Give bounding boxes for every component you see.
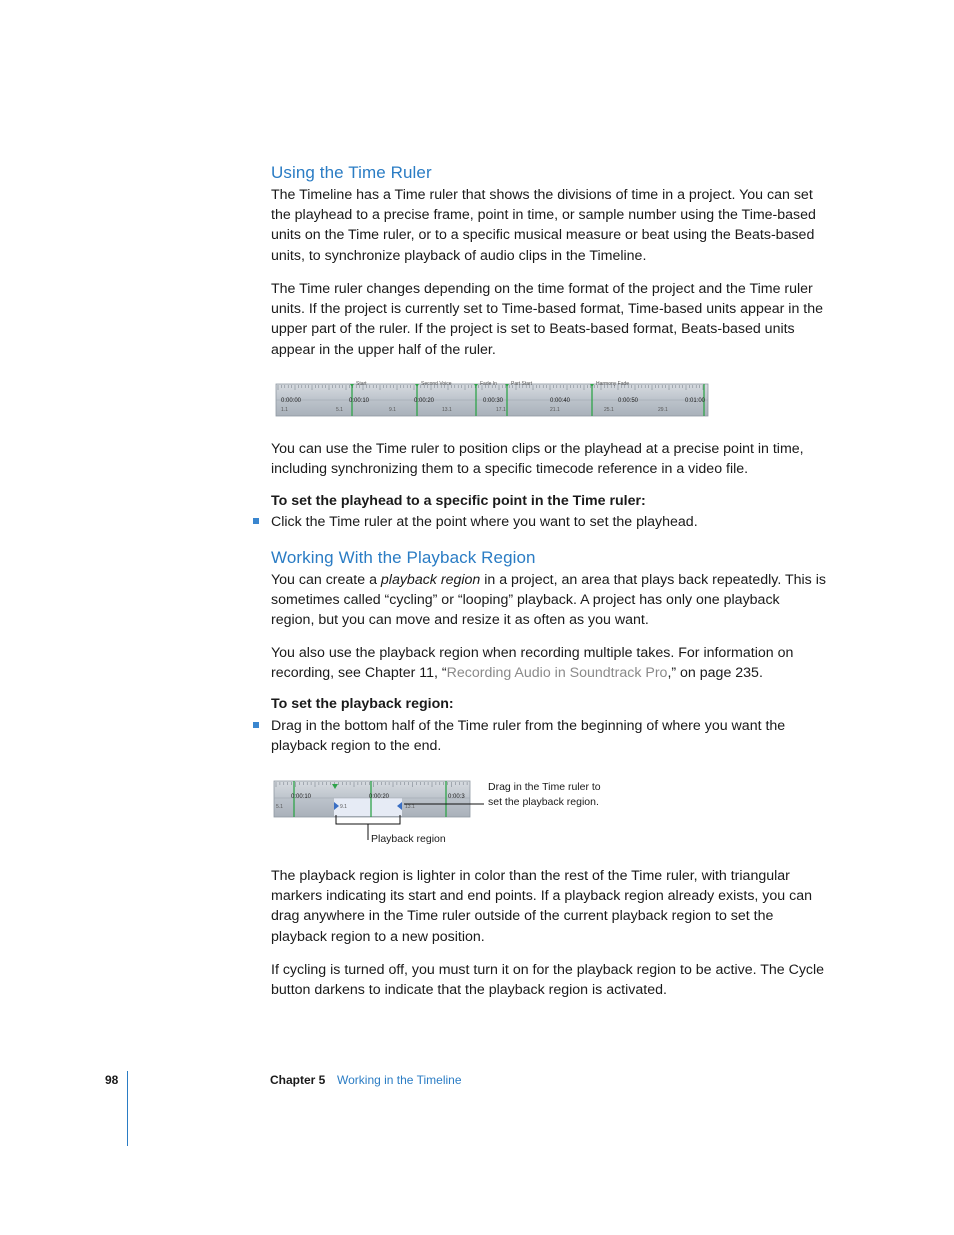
- beat-tick-label: 13.1: [405, 804, 415, 810]
- time-ruler-graphic: [274, 380, 710, 420]
- beat-tick-label: 13.1: [442, 407, 452, 413]
- beat-tick-label: 21.1: [550, 407, 560, 413]
- paragraph: You can create a playback region in a project, an area that plays back repeatedly. This is sometimes called “cycling” or “looping” playback. A project has only one playback region, but you can move and resize it as often as you want.: [271, 572, 826, 629]
- time-tick-label: 0:00:10: [349, 398, 370, 404]
- section-heading-time-ruler: Using the Time Ruler: [271, 163, 432, 182]
- marker-label: Fade In: [480, 381, 497, 387]
- emphasis-term: playback region: [380, 572, 481, 588]
- time-tick-label: 0:00:20: [414, 398, 435, 404]
- beat-tick-label: 1.1: [281, 407, 288, 413]
- beat-tick-label: 5.1: [336, 407, 343, 413]
- task-label: To set the playhead to a specific point in the Time ruler:: [271, 493, 646, 509]
- footer-chapter-title[interactable]: Working in the Timeline: [337, 1073, 462, 1087]
- marker-label: Start: [356, 381, 367, 387]
- time-tick-label: 0:00:3: [448, 794, 465, 800]
- paragraph: The playback region is lighter in color than the rest of the Time ruler, with triangular markers indicating its start and end points. If a playback region already exists, you can drag anywhere in the Time ruler outside of the current playback region to set the playback region to a new position.: [271, 868, 812, 945]
- time-tick-label: 0:00:10: [291, 794, 312, 800]
- callout-drag: [488, 780, 601, 810]
- page-number: 98: [105, 1073, 119, 1087]
- time-tick-label: 0:00:50: [618, 398, 639, 404]
- paragraph: The Time ruler changes depending on the time format of the project and the Time ruler units. If the project is currently set to Time-based format, Time-based units appear in the upper part of the ruler. If the project is set to Beats-based format, Beats-based units appear in the upper half of the ruler.: [271, 281, 823, 358]
- time-tick-label: 0:00:30: [483, 398, 504, 404]
- cross-reference-link[interactable]: Recording Audio in Soundtrack Pro: [446, 665, 668, 682]
- marker-label: Part Start: [511, 381, 533, 387]
- beat-tick-label: 9.1: [340, 804, 347, 810]
- time-tick-label: 0:00:00: [281, 398, 302, 404]
- time-ruler-figure[interactable]: [274, 380, 710, 420]
- marker-label: Harmony Fade: [596, 381, 630, 387]
- footer-rule: [127, 1071, 128, 1146]
- section-heading-playback-region: Working With the Playback Region: [271, 548, 536, 567]
- task-label: To set the playback region:: [271, 696, 454, 712]
- callout-text: set the playback region.: [488, 796, 599, 808]
- bullet-square-icon: [253, 722, 259, 728]
- paragraph: You also use the playback region when recording multiple takes. For information on recording, see Chapter 11, “Recording Audio in Soundtrack Pro,” on page 235.: [271, 645, 794, 682]
- paragraph: If cycling is turned off, you must turn it on for the playback region to be active. The Cycle button darkens to indicate that the playback region is activated.: [271, 962, 825, 999]
- paragraph: The Timeline has a Time ruler that shows the divisions of time in a project. You can set the playhead to a precise frame, point in time, or sample number using the Time-based units on the Time ruler, or to a specific musical measure or beat using the Beats-based units, to synchronize playback of audio clips in the Timeline.: [271, 187, 816, 264]
- beat-tick-label: 5.1: [276, 804, 283, 810]
- callout-text: Drag in the Time ruler to: [488, 781, 601, 793]
- time-tick-label: 0:00:40: [550, 398, 571, 404]
- task-step: Drag in the bottom half of the Time ruler from the beginning of where you want the playback region to the end.: [271, 718, 786, 755]
- beat-tick-label: 9.1: [389, 407, 396, 413]
- beat-tick-label: 25.1: [604, 407, 614, 413]
- footer-chapter-label: Chapter 5: [270, 1073, 326, 1087]
- callout-playback-region: Playback region: [371, 833, 446, 845]
- beat-tick-label: 17.1: [496, 407, 506, 413]
- marker-label: Second Voice: [421, 381, 452, 387]
- bullet-square-icon: [253, 518, 259, 524]
- beat-tick-label: 29.1: [658, 407, 668, 413]
- time-tick-label: 0:01:00: [685, 398, 706, 404]
- time-tick-label: 0:00:20: [369, 794, 390, 800]
- paragraph: You can use the Time ruler to position clips or the playhead at a precise point in time, including synchronizing them to a specific timecode reference in a video file.: [271, 441, 804, 478]
- task-step: Click the Time ruler at the point where you want to set the playhead.: [271, 514, 698, 530]
